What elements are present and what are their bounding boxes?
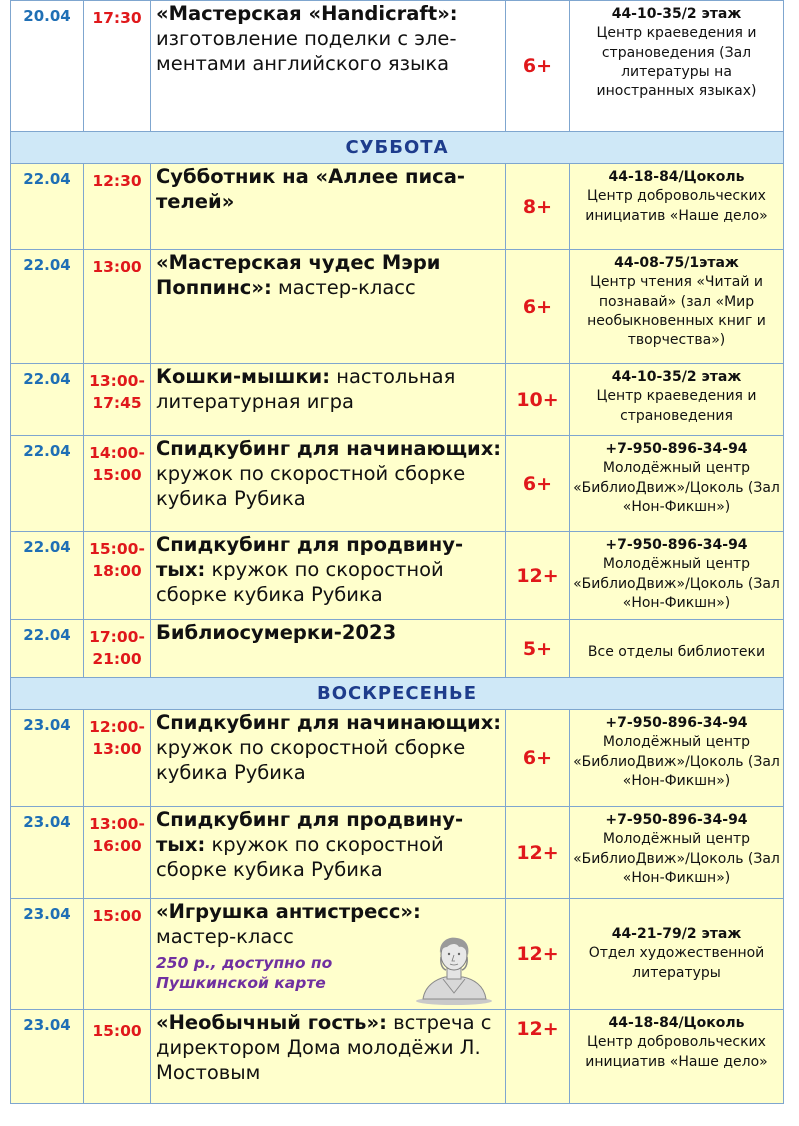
place-text: Отдел художественной литературы bbox=[588, 945, 765, 981]
event-place bbox=[570, 807, 784, 899]
age-rating: 12+ bbox=[506, 532, 570, 620]
event-row bbox=[11, 364, 784, 436]
event-row bbox=[11, 1, 784, 132]
place-phone: 44-10-35/2 этаж bbox=[611, 6, 742, 22]
time-start: 13:00 bbox=[92, 258, 142, 276]
time-start: 15:00- bbox=[89, 540, 145, 558]
event-title-cell bbox=[151, 899, 506, 1010]
event-time bbox=[84, 436, 151, 532]
event-time bbox=[84, 1, 151, 132]
event-date: 23.04 bbox=[11, 899, 84, 1010]
event-row bbox=[11, 710, 784, 807]
event-desc: кружок по скоростной сборке кубика Рубика bbox=[156, 735, 466, 784]
event-date: 22.04 bbox=[11, 164, 84, 250]
event-desc: мастер-класс bbox=[271, 275, 416, 299]
event-place bbox=[570, 532, 784, 620]
event-title-cell bbox=[151, 364, 506, 436]
event-date: 22.04 bbox=[11, 436, 84, 532]
age-rating: 12+ bbox=[506, 899, 570, 1010]
day-header-row bbox=[11, 678, 784, 710]
time-start: 12:30 bbox=[92, 172, 142, 190]
event-title: «Мастерская «Handicraft»: bbox=[156, 2, 458, 25]
place-phone: +7-950-896-34-94 bbox=[605, 537, 748, 553]
place-phone: +7-950-896-34-94 bbox=[605, 441, 748, 457]
event-desc: изготовление поделки с элементами английского языка bbox=[156, 26, 457, 75]
event-date: 23.04 bbox=[11, 807, 84, 899]
event-row bbox=[11, 899, 784, 1010]
place-text: Центр краеведения и страноведения bbox=[596, 388, 757, 424]
event-title: Кошки-мышки: bbox=[156, 365, 331, 388]
age-rating: 10+ bbox=[506, 364, 570, 436]
place-text: Центр чтения «Читай и познавай» (зал «Мир необыкновенных книг и творчества») bbox=[587, 274, 766, 349]
event-row bbox=[11, 620, 784, 678]
event-row bbox=[11, 532, 784, 620]
time-start: 12:00- bbox=[89, 718, 145, 736]
event-time bbox=[84, 1010, 151, 1104]
event-place bbox=[570, 1010, 784, 1104]
event-date: 23.04 bbox=[11, 1010, 84, 1104]
time-start: 14:00- bbox=[89, 444, 145, 462]
event-title-cell bbox=[151, 532, 506, 620]
event-time bbox=[84, 807, 151, 899]
time-start: 13:00- bbox=[89, 372, 145, 390]
place-text: Молодёжный центр «БиблиоДвиж»/Цоколь (Зал «Нон-Фикшн») bbox=[573, 556, 780, 611]
event-time bbox=[84, 164, 151, 250]
event-row bbox=[11, 250, 784, 364]
time-start: 17:30 bbox=[92, 9, 142, 27]
time-start: 15:00 bbox=[92, 907, 142, 925]
time-end: 16:00 bbox=[92, 837, 142, 856]
event-desc: встреча с директором Дома молодёжи Л. Мостовым bbox=[156, 1011, 492, 1084]
event-place bbox=[570, 620, 784, 678]
event-row bbox=[11, 164, 784, 250]
event-title-cell bbox=[151, 1, 506, 132]
event-desc: кружок по скоростной сборке кубика Рубика bbox=[156, 557, 444, 606]
place-text: Центр добровольческих инициатив «Наше дело» bbox=[585, 1034, 768, 1070]
place-phone: 44-10-35/2 этаж bbox=[611, 369, 742, 385]
event-title-cell bbox=[151, 807, 506, 899]
place-phone: 44-08-75/1этаж bbox=[614, 255, 739, 271]
event-row bbox=[11, 1010, 784, 1104]
age-rating: 6+ bbox=[506, 1, 570, 132]
event-date: 22.04 bbox=[11, 250, 84, 364]
place-text: Центр краеведения и страноведения (Зал литературы на иностранных языках) bbox=[596, 25, 757, 100]
event-place bbox=[570, 1, 784, 132]
time-end: 18:00 bbox=[92, 562, 142, 581]
place-phone: 44-18-84/Цоколь bbox=[608, 1015, 745, 1031]
place-phone: +7-950-896-34-94 bbox=[605, 715, 748, 731]
event-date: 22.04 bbox=[11, 620, 84, 678]
event-title-cell bbox=[151, 620, 506, 678]
event-place bbox=[570, 436, 784, 532]
age-rating: 6+ bbox=[506, 710, 570, 807]
event-time bbox=[84, 532, 151, 620]
event-place bbox=[570, 250, 784, 364]
event-title: Субботник на «Аллее писателей» bbox=[156, 165, 465, 213]
event-date: 20.04 bbox=[11, 1, 84, 132]
event-desc: настольная литературная игра bbox=[156, 365, 456, 413]
event-desc: кружок по скоростной сборке кубика Рубика bbox=[156, 832, 444, 881]
event-title-cell bbox=[151, 250, 506, 364]
place-phone: 44-18-84/Цоколь bbox=[608, 169, 745, 185]
price-note: 250 р., доступно по Пушкинской карте bbox=[156, 953, 333, 992]
schedule-table bbox=[10, 0, 784, 1104]
event-desc: кружок по скоростной сборке кубика Рубика bbox=[156, 461, 466, 510]
time-start: 17:00- bbox=[89, 628, 145, 646]
pushkin-bust-icon bbox=[413, 933, 495, 1005]
event-time bbox=[84, 620, 151, 678]
event-title: Спидкубинг для начинающих: bbox=[156, 711, 502, 734]
event-title: Спидкубинг для продвинутых: bbox=[156, 533, 464, 581]
day-header-row bbox=[11, 132, 784, 164]
event-time bbox=[84, 899, 151, 1010]
age-rating: 12+ bbox=[506, 1010, 570, 1104]
event-title: «Игрушка антистресс»: bbox=[156, 900, 421, 923]
time-end: 21:00 bbox=[92, 650, 142, 669]
event-title: Спидкубинг для начинающих: bbox=[156, 437, 502, 460]
event-title: Спидкубинг для продвинутых: bbox=[156, 808, 464, 856]
event-date: 22.04 bbox=[11, 532, 84, 620]
age-rating: 12+ bbox=[506, 807, 570, 899]
event-desc: мастер-класс bbox=[156, 924, 294, 948]
event-time bbox=[84, 250, 151, 364]
day-header: СУББОТА bbox=[11, 132, 784, 164]
event-place bbox=[570, 364, 784, 436]
event-title-cell bbox=[151, 1010, 506, 1104]
time-start: 15:00 bbox=[92, 1022, 142, 1040]
place-text: Молодёжный центр «БиблиоДвиж»/Цоколь (Зал «Нон-Фикшн») bbox=[573, 460, 780, 515]
age-rating: 6+ bbox=[506, 250, 570, 364]
event-time bbox=[84, 710, 151, 807]
event-title-cell bbox=[151, 710, 506, 807]
place-text: Центр добровольческих инициатив «Наше дело» bbox=[585, 188, 768, 224]
event-place bbox=[570, 164, 784, 250]
place-text: Молодёжный центр «БиблиоДвиж»/Цоколь (Зал «Нон-Фикшн») bbox=[573, 831, 780, 886]
event-row bbox=[11, 807, 784, 899]
event-title-cell bbox=[151, 164, 506, 250]
time-start: 13:00- bbox=[89, 815, 145, 833]
age-rating: 5+ bbox=[506, 620, 570, 678]
event-date: 22.04 bbox=[11, 364, 84, 436]
time-end: 17:45 bbox=[92, 394, 142, 413]
time-end: 15:00 bbox=[92, 466, 142, 485]
day-header: ВОСКРЕСЕНЬЕ bbox=[11, 678, 784, 710]
event-title: «Необычный гость»: bbox=[156, 1011, 387, 1034]
event-date: 23.04 bbox=[11, 710, 84, 807]
event-row bbox=[11, 436, 784, 532]
place-phone: 44-21-79/2 этаж bbox=[611, 926, 742, 943]
age-rating: 6+ bbox=[506, 436, 570, 532]
event-title-cell bbox=[151, 436, 506, 532]
time-end: 13:00 bbox=[92, 740, 142, 759]
event-title: «Мастерская чудес Мэри Поппинс»: bbox=[156, 251, 441, 299]
event-time bbox=[84, 364, 151, 436]
event-place bbox=[570, 710, 784, 807]
event-place bbox=[570, 899, 784, 1010]
age-rating: 8+ bbox=[506, 164, 570, 250]
place-phone: +7-950-896-34-94 bbox=[605, 812, 748, 828]
place-text: Все отделы библиотеки bbox=[587, 643, 766, 660]
event-title: Библиосумерки-2023 bbox=[156, 621, 397, 644]
place-text: Молодёжный центр «БиблиоДвиж»/Цоколь (Зал «Нон-Фикшн») bbox=[573, 734, 780, 789]
